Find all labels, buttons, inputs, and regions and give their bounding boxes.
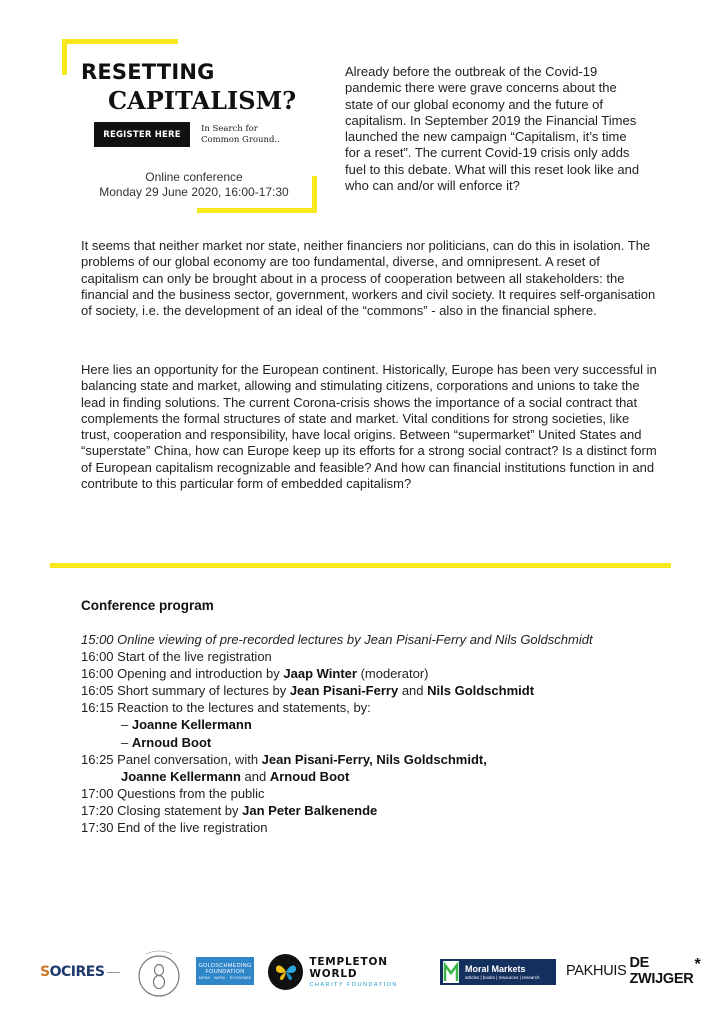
moral-markets-logo: Moral Markets articles | books | resources | research [440, 959, 556, 985]
speaker-name: Joanne Kellermann [121, 768, 241, 784]
body-paragraph-1: It seems that neither market nor state, neither financiers nor politicians, can do this in isolation. The problems of our global economy are too fundamental, diverse, and omnipresent. A reset of capitalism can only be brought about in a process of cooperation between all stakeholders: the financial and the business sector, government, workers and civil society. It requires self-organisation of society, i.e. the development of an ideal of the “commons” - also in the financial sphere. [81, 238, 656, 319]
conference-type: Online conference [145, 170, 243, 184]
bracket-bottom-decoration [197, 208, 317, 213]
program-item: 17:00 Questions from the public [81, 785, 265, 801]
speaker-name: Jean Pisani-Ferry, Nils Goldschmidt, [261, 751, 487, 767]
program-heading: Conference program [81, 598, 214, 613]
socires-logo: S OCIRES [40, 960, 120, 984]
program-item: 16:00 Opening and introduction by Jaap Winter (moderator) [81, 666, 429, 682]
program-item: 16:15 Reaction to the lectures and statements, by: [81, 700, 371, 716]
program-item: 16:25 Panel conversation, with Jean Pisani-Ferry, Nils Goldschmidt, [81, 751, 487, 767]
program-subitem: – Joanne Kellermann [121, 717, 252, 733]
speaker-name: Jean Pisani-Ferry [289, 683, 399, 699]
section-divider [50, 563, 671, 568]
intro-paragraph: Already before the outbreak of the Covid-19 pandemic there were grave concerns about the state of our global economy and the future of capitalism. In September 2019 the Financial Times launched the new campaign “Capitalism, it’s time for a reset”. The current Covid-19 crisis only adds fuel to this debate. What will this reset look like and who can and/or will enforce it? [345, 64, 640, 194]
body-paragraph-2: Here lies an opportunity for the European continent. Historically, Europe has been very successful in balancing state and market, allowing and stimulating citizens, corporations and unions to take the lead in finding solutions. The current Corona-crisis shows the importance of a social contract that complements the formal structures of state and market. Vital conditions for strong societies, like trust, cooperation and responsibility, have local origins. Between “supermarket” United States and “superstate” China, how can Europe keep up its efforts for a strong social contract? Is a distinct form of European capitalism recognizable and feasible? And how can financial institutions function in and contribute to this particular form of embedded capitalism? [81, 362, 657, 492]
program-item: 15:00 Online viewing of pre-recorded lectures by Jean Pisani-Ferry and Nils Goldschmidt [81, 632, 593, 647]
title-line-1: RESETTING [81, 60, 215, 84]
tagline-line-2: Common Ground.. [201, 135, 280, 145]
program-item-continued: Joanne Kellermann and Arnoud Boot [121, 768, 350, 784]
sustainable-finance-lab-logo [134, 946, 184, 1000]
program-item: 17:30 End of the live registration [81, 820, 268, 836]
program-list [81, 631, 681, 836]
speaker-name: Arnoud Boot [131, 734, 212, 750]
speaker-name: Jan Peter Balkenende [242, 802, 378, 818]
butterfly-icon [268, 954, 303, 990]
title-line-2: CAPITALISM? [108, 86, 297, 115]
bracket-top-decoration [62, 39, 178, 44]
conference-date: Monday 29 June 2020, 16:00-17:30 [99, 185, 289, 199]
tagline-line-1: In Search for [201, 124, 258, 134]
speaker-name: Arnoud Boot [269, 768, 350, 784]
moral-markets-mark-icon [443, 961, 459, 983]
program-item: 16:05 Short summary of lectures by Jean Pisani-Ferry and Nils Goldschmidt [81, 683, 535, 699]
speaker-name: Joanne Kellermann [131, 717, 252, 733]
bracket-right-decoration [312, 176, 317, 213]
pakhuis-de-zwijger-logo: PAKHUIS DE ZWIJGER * [566, 955, 701, 987]
partner-logos [36, 944, 701, 1000]
speaker-name: Jaap Winter [283, 666, 357, 682]
templeton-world-logo: TEMPLETON WORLD CHARITY FOUNDATION [268, 952, 438, 992]
bracket-left-decoration [62, 39, 67, 75]
sustainable-finance-lab-emblem-icon [134, 946, 184, 1000]
tagline [201, 124, 311, 146]
goldschmeding-foundation-logo: GOLDSCHMEDING FOUNDATION MENS · WERK · ECONOMIE [196, 957, 254, 985]
program-item: 17:20 Closing statement by Jan Peter Balkenende [81, 802, 378, 818]
program-item: 16:00 Start of the live registration [81, 649, 272, 665]
speaker-name: Nils Goldschmidt [427, 683, 535, 699]
register-button[interactable]: REGISTER HERE [94, 122, 190, 147]
program-subitem: – Arnoud Boot [121, 734, 212, 750]
